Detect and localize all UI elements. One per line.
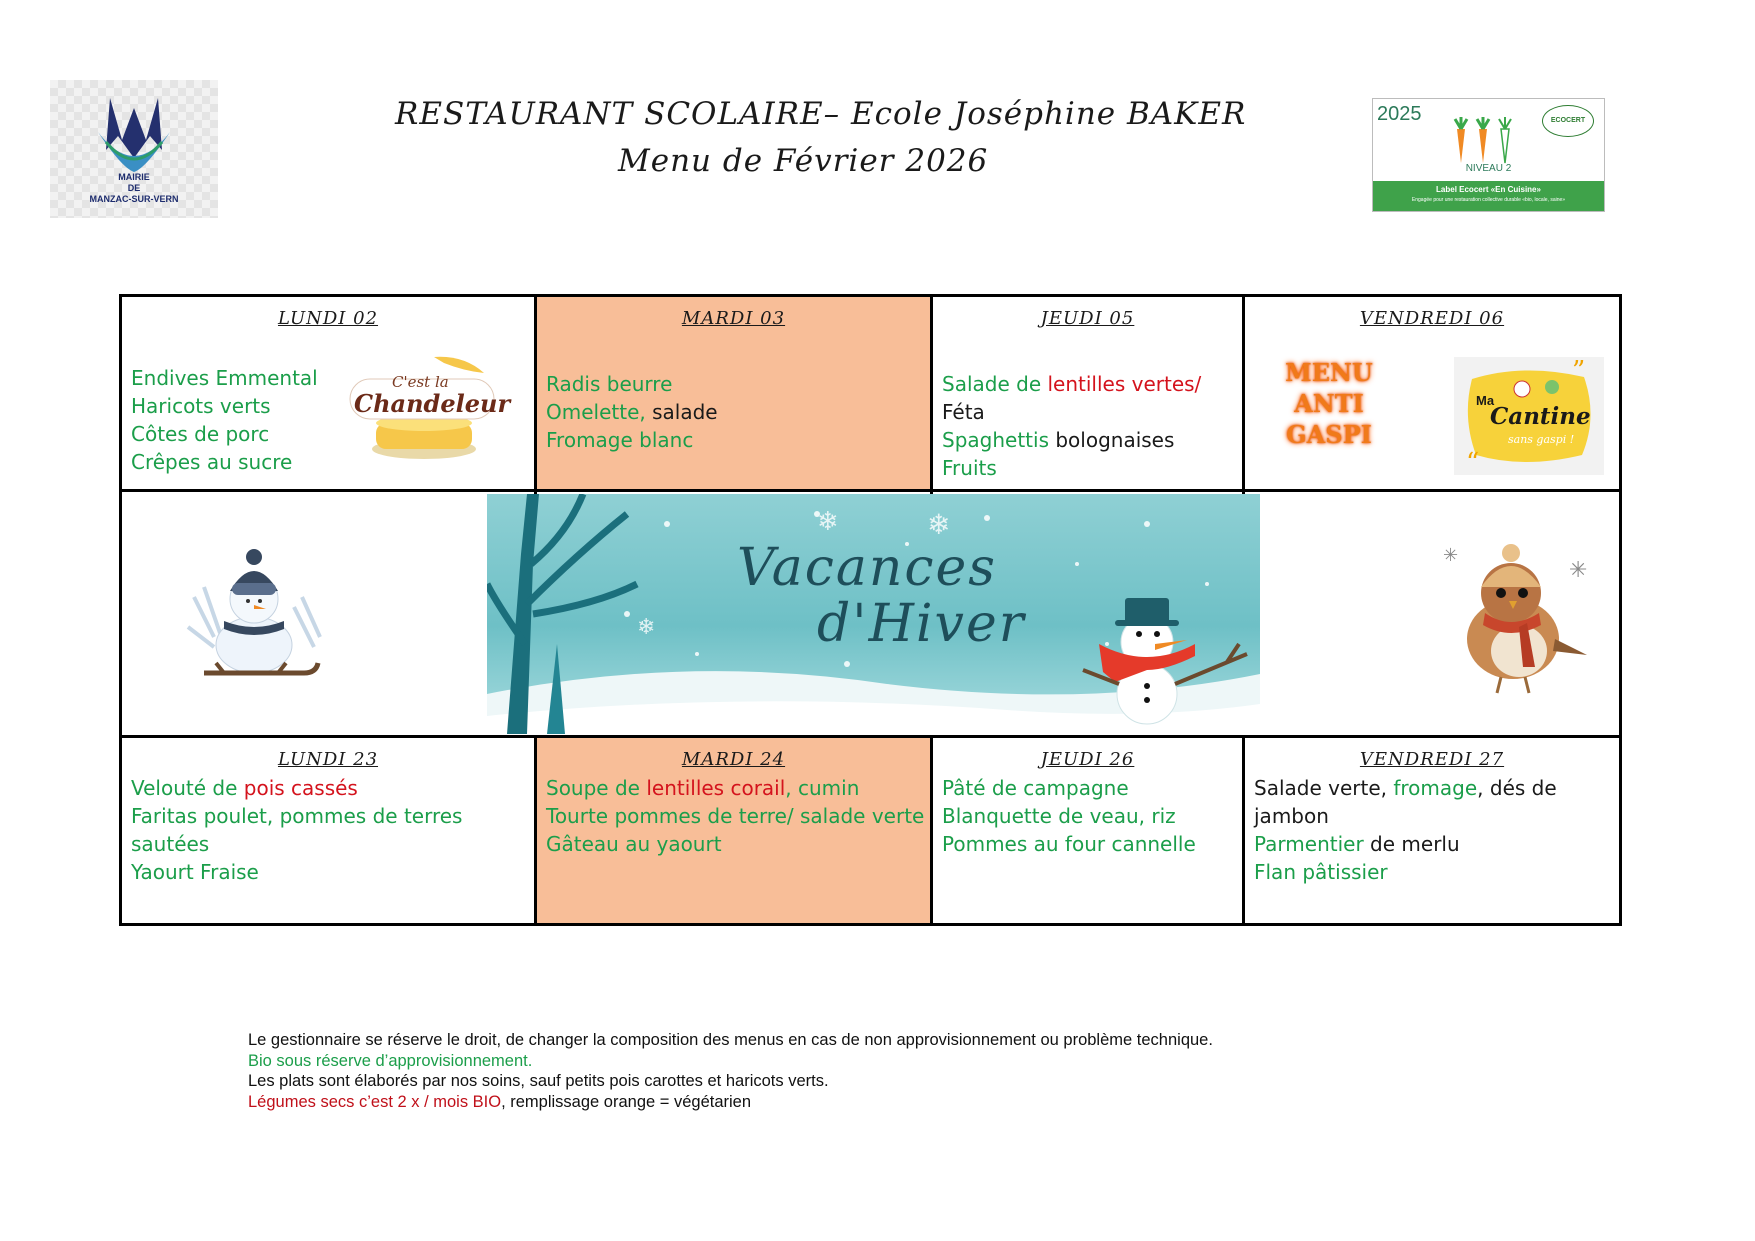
dish: Crêpes au sucre <box>131 450 293 474</box>
anti-gaspi-line: MENU <box>1285 358 1373 387</box>
dish: Flan pâtissier <box>1254 860 1388 884</box>
dish-part: Spaghettis <box>942 428 1049 452</box>
mairie-logo-line2: DE <box>127 183 141 193</box>
dish: Yaourt Fraise <box>131 860 259 884</box>
dish-part: fromage <box>1393 776 1478 800</box>
footer-vegetarian: , remplissage orange = végétarien <box>501 1092 752 1111</box>
mairie-logo-line1: MAIRIE <box>118 172 150 182</box>
day-heading: JEUDI 26 <box>1040 749 1135 770</box>
dish-part: Velouté de <box>131 776 244 800</box>
footer-line: Les plats sont élaborés par nos soins, sauf petits pois carottes et haricots verts. <box>248 1072 829 1090</box>
menu-cell-jeudi-05 <box>933 297 1242 489</box>
dish-list <box>131 774 534 886</box>
column-divider <box>930 297 933 497</box>
svg-text:✳: ✳ <box>1569 558 1588 583</box>
chandeleur-caption: Chandeleur <box>354 389 511 418</box>
dish <box>131 774 534 802</box>
dish: Blanquette de veau, riz <box>942 804 1176 828</box>
footer-legumes-secs: Légumes secs c’est 2 x / mois BIO <box>248 1092 502 1111</box>
row-divider <box>122 735 1619 738</box>
dish: Endives Emmental <box>131 366 318 390</box>
dish-list <box>131 364 318 476</box>
dish: Radis beurre <box>546 372 673 396</box>
dish-part: lentilles vertes/ <box>1047 372 1202 396</box>
column-divider <box>930 735 933 923</box>
dish-part: Parmentier <box>1254 832 1364 856</box>
dish <box>546 398 718 426</box>
dish-list <box>1254 774 1619 886</box>
day-heading: LUNDI 23 <box>277 749 379 770</box>
menu-cell-mardi-03 <box>537 297 930 489</box>
dish-part: lentilles corail <box>646 776 786 800</box>
ecocert-label <box>1372 98 1605 212</box>
dish-part: Féta <box>942 400 985 424</box>
dish: Fruits <box>942 456 997 480</box>
footer-line-bio: Bio sous réserve d’approvisionnement. <box>248 1051 533 1070</box>
menu-cell-vendredi-06 <box>1245 297 1619 489</box>
dish <box>546 774 924 802</box>
ecocert-subcaption: Engagée pour une restauration collective durable «bio, locale, saine» <box>1411 197 1566 203</box>
dish: Côtes de porc <box>131 422 270 446</box>
dish: Gâteau au yaourt <box>546 832 722 856</box>
dish: Fromage blanc <box>546 428 694 452</box>
column-divider <box>1242 735 1245 923</box>
ma-cantine-ma: Ma <box>1476 393 1495 408</box>
holiday-title-line2: d'Hiver <box>817 594 1026 654</box>
dish-part: salade <box>645 400 718 424</box>
dish <box>1254 774 1619 830</box>
ecocert-caption: Label Ecocert «En Cuisine» <box>1436 185 1541 194</box>
column-divider <box>1242 297 1245 497</box>
svg-text:❄: ❄ <box>637 615 656 640</box>
footer-line: Le gestionnaire se réserve le droit, de changer la composition des menus en cas de non approvisionnement ou problème technique. <box>248 1031 1213 1049</box>
svg-text:”: ” <box>1572 357 1586 386</box>
dish-list <box>942 370 1242 482</box>
day-heading: VENDREDI 27 <box>1359 749 1505 770</box>
row-divider <box>122 489 1619 492</box>
ecocert-badge: ECOCERT <box>1542 105 1594 137</box>
holiday-title-line1: Vacances <box>737 538 997 598</box>
dish-list <box>546 370 718 454</box>
day-heading: LUNDI 02 <box>277 308 379 329</box>
dish: Pâté de campagne <box>942 776 1129 800</box>
snowman-sled-icon <box>174 537 334 697</box>
dish-part: pois cassés <box>243 776 358 800</box>
winter-holiday-banner <box>487 494 1260 734</box>
dish-part: Soupe de <box>546 776 647 800</box>
dish-list <box>546 774 924 858</box>
mairie-logo <box>50 80 218 218</box>
menu-cell-vendredi-27 <box>1245 738 1619 923</box>
chandeleur-caption-top: C'est la <box>392 373 449 391</box>
ma-cantine-title: Cantine <box>1490 403 1591 430</box>
dish-part: de merlu <box>1363 832 1460 856</box>
svg-text:✳: ✳ <box>1443 545 1459 566</box>
mairie-logo-line3: MANZAC-SUR-VERN <box>89 194 179 204</box>
menu-cell-lundi-23 <box>122 738 534 923</box>
anti-gaspi-line: GASPI <box>1286 420 1372 449</box>
day-heading: VENDREDI 06 <box>1359 308 1505 329</box>
day-heading: MARDI 03 <box>681 308 786 329</box>
page-subtitle: Menu de Février 2026 <box>618 143 989 179</box>
anti-gaspi-line: ANTI <box>1294 389 1364 418</box>
bird-with-scarf-icon <box>1427 527 1607 717</box>
ecocert-caption-bar <box>1373 181 1604 211</box>
menu-cell-jeudi-26 <box>933 738 1242 923</box>
footer-line-legend <box>248 1092 1213 1113</box>
ma-cantine-tagline: sans gaspi ! <box>1508 433 1575 446</box>
footer-notes <box>248 1030 1213 1112</box>
dish: Pommes au four cannelle <box>942 832 1196 856</box>
ma-cantine-logo <box>1454 357 1604 475</box>
dish <box>1254 830 1619 858</box>
svg-text:“: “ <box>1466 448 1480 475</box>
day-heading: JEUDI 05 <box>1040 308 1135 329</box>
dish: Faritas poulet, pommes de terres sautées <box>131 804 463 856</box>
dish-part: Omelette, <box>546 400 646 424</box>
dish-part: , cumin <box>785 776 860 800</box>
page-title: RESTAURANT SCOLAIRE– Ecole Joséphine BAKER <box>395 96 1247 132</box>
column-divider <box>534 297 537 497</box>
dish: Haricots verts <box>131 394 271 418</box>
ecocert-level: NIVEAU 2 <box>1465 163 1512 174</box>
column-divider <box>534 735 537 923</box>
dish <box>942 370 1242 426</box>
dish-list <box>942 774 1196 858</box>
day-heading: MARDI 24 <box>681 749 786 770</box>
menu-cell-mardi-24 <box>537 738 930 923</box>
dish-part: bolognaises <box>1048 428 1175 452</box>
svg-text:❄: ❄ <box>817 507 839 537</box>
anti-gaspi-label <box>1279 357 1379 450</box>
svg-text:❄: ❄ <box>927 508 951 541</box>
dish <box>942 426 1242 454</box>
ecocert-year: 2025 <box>1377 103 1422 125</box>
chandeleur-illustration <box>344 353 511 465</box>
dish: Tourte pommes de terre/ salade verte <box>546 804 925 828</box>
menu-cell-lundi-02 <box>122 297 534 489</box>
dish-part: , dés de jambon <box>1254 776 1557 828</box>
dish-part: Salade verte, <box>1254 776 1394 800</box>
dish-part: Salade de <box>942 372 1048 396</box>
